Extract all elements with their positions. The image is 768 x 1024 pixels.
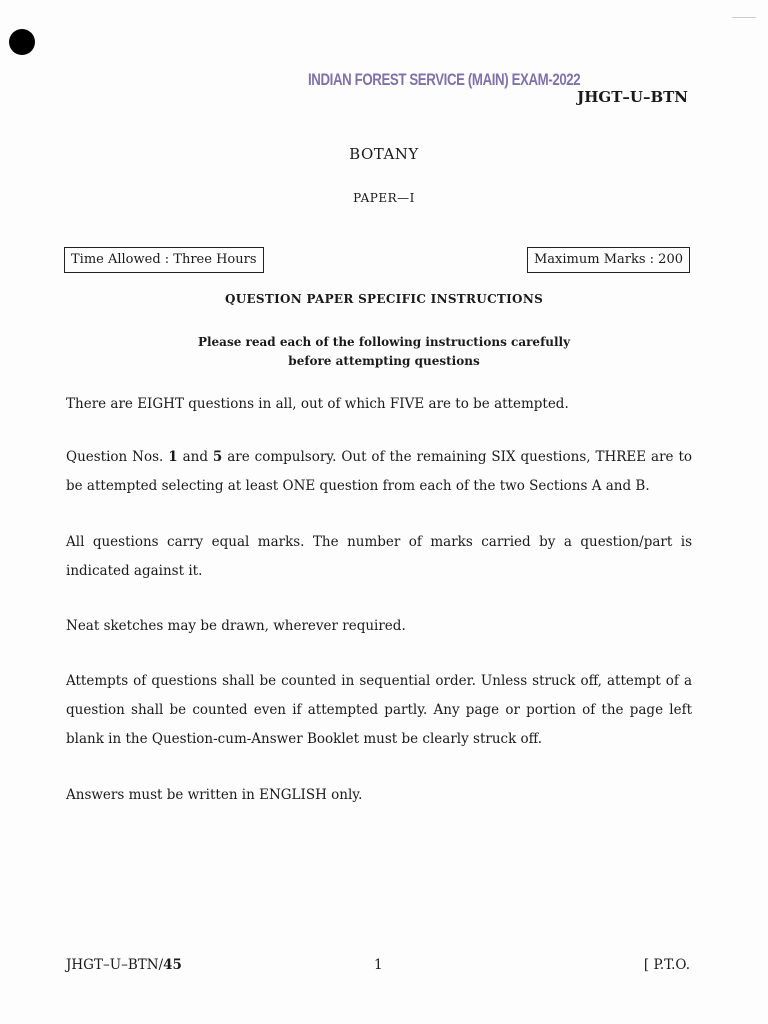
scan-mark bbox=[732, 17, 756, 18]
instruction-compulsory-prefix: Question Nos. bbox=[66, 449, 169, 465]
paper-number: PAPER—I bbox=[353, 191, 415, 205]
compulsory-q5: 5 bbox=[212, 449, 223, 465]
paper-code-header: JHGT–U–BTN bbox=[577, 88, 688, 106]
subheading-line-1: Please read each of the following instructions carefully bbox=[197, 335, 571, 349]
instruction-sketches: Neat sketches may be drawn, wherever required. bbox=[66, 618, 406, 634]
instructions-subheading bbox=[0, 333, 768, 371]
punch-hole bbox=[9, 29, 35, 55]
exam-stamp: INDIAN FOREST SERVICE (MAIN) EXAM-2022 bbox=[308, 70, 581, 89]
compulsory-q1: 1 bbox=[168, 449, 178, 465]
page-number: 1 bbox=[374, 957, 383, 973]
instruction-compulsory-and: and bbox=[177, 449, 213, 465]
footer-paper-code bbox=[66, 957, 182, 973]
maximum-marks-box: Maximum Marks : 200 bbox=[527, 247, 690, 273]
instruction-marks: All questions carry equal marks. The number of marks carried by a question/part is indicated against it. bbox=[66, 534, 692, 579]
instruction-language: Answers must be written in ENGLISH only. bbox=[66, 787, 363, 803]
please-turn-over: [ P.T.O. bbox=[643, 957, 690, 973]
subheading-line-2: before attempting questions bbox=[288, 354, 480, 368]
instruction-compulsory-rest: are compulsory. Out of the remaining SIX questions, THREE are to be attempted selecting at least ONE question from each of the two Sections A and B. bbox=[66, 449, 692, 494]
time-allowed-box: Time Allowed : Three Hours bbox=[64, 247, 264, 273]
instruction-question-count: There are EIGHT questions in all, out of which FIVE are to be attempted. bbox=[66, 396, 569, 412]
footer-code-text: JHGT–U–BTN/ bbox=[66, 957, 164, 973]
footer-code-suffix: 45 bbox=[163, 957, 182, 973]
instructions-heading: QUESTION PAPER SPECIFIC INSTRUCTIONS bbox=[224, 292, 544, 306]
instruction-compulsory bbox=[66, 443, 692, 501]
subject-title: BOTANY bbox=[349, 145, 419, 163]
instruction-sequential-attempts: Attempts of questions shall be counted in sequential order. Unless struck off, attempt of a question shall be counted even if attempted partly. Any page or portion of the page left blank in the Question-cum-Answer Booklet must be clearly struck off. bbox=[66, 673, 692, 747]
